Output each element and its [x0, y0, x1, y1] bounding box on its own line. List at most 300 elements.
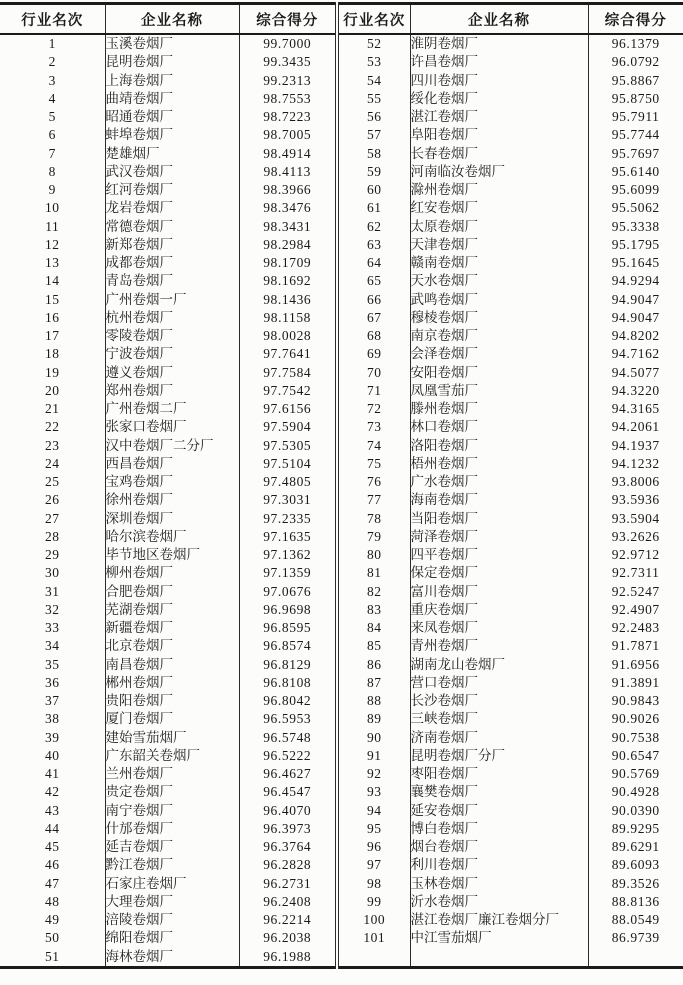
score-cell: 89.3526 — [611, 875, 660, 891]
score-cell — [588, 948, 683, 968]
score-cell: 96.8574 — [239, 637, 337, 655]
table-row — [0, 254, 683, 272]
name-cell: 湛江卷烟厂 — [410, 108, 588, 126]
rank-cell: 62 — [337, 218, 410, 236]
name-cell: 梧州卷烟厂 — [410, 455, 588, 473]
rank-cell: 12 — [0, 236, 105, 254]
name-cell: 杭州卷烟厂 — [105, 309, 239, 327]
rank-cell: 83 — [337, 601, 410, 619]
name-cell: 长沙卷烟厂 — [410, 692, 588, 710]
rank-cell: 32 — [0, 601, 105, 619]
name-cell: 天津卷烟厂 — [410, 236, 588, 254]
score-cell: 90.5769 — [611, 766, 660, 781]
rank-cell: 45 — [0, 838, 105, 856]
table-row — [0, 528, 683, 546]
table-row — [0, 473, 683, 491]
name-cell: 三峡卷烟厂 — [410, 710, 588, 728]
ranking-table — [0, 2, 683, 969]
name-cell: 阜阳卷烟厂 — [410, 126, 588, 144]
rank-cell: 50 — [0, 929, 105, 947]
name-cell: 新疆卷烟厂 — [105, 619, 239, 637]
score-cell: 97.5104 — [239, 455, 337, 473]
name-cell: 利川卷烟厂 — [410, 856, 588, 874]
name-cell: 汉中卷烟厂二分厂 — [105, 437, 239, 455]
score-cell: 97.1362 — [239, 546, 337, 564]
score-cell: 94.7162 — [611, 346, 660, 362]
name-cell: 上海卷烟厂 — [105, 72, 239, 90]
table-row — [0, 838, 683, 856]
name-cell — [410, 948, 588, 968]
rank-cell: 8 — [0, 163, 105, 181]
rank-cell: 52 — [337, 34, 410, 53]
score-cell: 98.4914 — [239, 145, 337, 163]
rank-cell: 78 — [337, 510, 410, 528]
rank-cell: 56 — [337, 108, 410, 126]
score-cell: 91.7871 — [611, 638, 660, 654]
score-cell: 96.8129 — [239, 656, 337, 674]
name-cell: 昭通卷烟厂 — [105, 108, 239, 126]
rank-cell: 48 — [0, 893, 105, 911]
table-row — [0, 911, 683, 929]
name-cell: 四平卷烟厂 — [410, 546, 588, 564]
score-cell: 98.7553 — [239, 90, 337, 108]
rank-cell: 92 — [337, 765, 410, 783]
name-cell: 太原卷烟厂 — [410, 218, 588, 236]
table-row — [0, 72, 683, 90]
rank-cell: 96 — [337, 838, 410, 856]
name-cell: 绵阳卷烟厂 — [105, 929, 239, 947]
table-row — [0, 546, 683, 564]
name-cell: 中江雪茄烟厂 — [410, 929, 588, 947]
rank-cell: 66 — [337, 291, 410, 309]
rank-cell: 25 — [0, 473, 105, 491]
score-cell: 96.3973 — [239, 820, 337, 838]
score-cell: 96.4070 — [239, 802, 337, 820]
score-cell: 95.8750 — [611, 90, 660, 106]
rank-cell: 33 — [0, 619, 105, 637]
rank-cell — [337, 948, 410, 968]
score-cell: 90.6547 — [611, 747, 660, 763]
score-cell: 97.6156 — [239, 400, 337, 418]
rank-cell: 5 — [0, 108, 105, 126]
table-row — [0, 126, 683, 144]
rank-cell: 42 — [0, 783, 105, 801]
name-cell: 四川卷烟厂 — [410, 72, 588, 90]
name-cell: 穆棱卷烟厂 — [410, 309, 588, 327]
rank-cell: 26 — [0, 491, 105, 509]
name-cell: 湖南龙山卷烟厂 — [410, 656, 588, 674]
name-cell: 当阳卷烟厂 — [410, 510, 588, 528]
score-cell: 99.2313 — [239, 72, 337, 90]
name-cell: 富川卷烟厂 — [410, 583, 588, 601]
score-cell: 97.5904 — [239, 418, 337, 436]
score-cell: 97.0676 — [239, 583, 337, 601]
score-cell: 96.9698 — [239, 601, 337, 619]
header-row — [0, 4, 683, 35]
score-cell: 90.9843 — [611, 693, 660, 708]
score-cell: 96.4627 — [239, 765, 337, 783]
rank-cell: 4 — [0, 90, 105, 108]
table-row — [0, 856, 683, 874]
name-cell: 延安卷烟厂 — [410, 802, 588, 820]
table-row — [0, 236, 683, 254]
score-cell: 97.1635 — [239, 528, 337, 546]
rank-cell: 46 — [0, 856, 105, 874]
table-row — [0, 948, 683, 968]
score-cell: 96.5953 — [239, 710, 337, 728]
name-cell: 沂水卷烟厂 — [410, 893, 588, 911]
score-cell: 93.2626 — [611, 528, 660, 544]
name-cell: 玉溪卷烟厂 — [105, 34, 239, 53]
rank-cell: 64 — [337, 254, 410, 272]
name-cell: 张家口卷烟厂 — [105, 418, 239, 436]
rank-cell: 31 — [0, 583, 105, 601]
score-cell: 94.8202 — [611, 328, 660, 343]
rank-cell: 82 — [337, 583, 410, 601]
score-cell: 92.2483 — [611, 620, 660, 635]
rank-cell: 89 — [337, 710, 410, 728]
score-cell: 96.8042 — [239, 692, 337, 710]
name-cell: 贵定卷烟厂 — [105, 783, 239, 801]
table-row — [0, 382, 683, 400]
score-cell: 97.7641 — [239, 345, 337, 363]
score-cell: 95.6140 — [611, 163, 660, 179]
name-cell: 天水卷烟厂 — [410, 272, 588, 290]
name-cell: 广水卷烟厂 — [410, 473, 588, 491]
score-cell: 96.1988 — [239, 948, 337, 968]
rank-cell: 35 — [0, 656, 105, 674]
name-cell: 襄樊卷烟厂 — [410, 783, 588, 801]
rank-cell: 44 — [0, 820, 105, 838]
rank-cell: 53 — [337, 53, 410, 71]
rank-cell: 99 — [337, 893, 410, 911]
score-cell: 97.7542 — [239, 382, 337, 400]
rank-cell: 65 — [337, 272, 410, 290]
score-cell: 94.1232 — [611, 455, 660, 471]
score-cell: 97.1359 — [239, 564, 337, 582]
rank-cell: 79 — [337, 528, 410, 546]
table-row — [0, 510, 683, 528]
rank-cell: 34 — [0, 637, 105, 655]
rank-cell: 6 — [0, 126, 105, 144]
rank-cell: 47 — [0, 875, 105, 893]
rank-cell: 57 — [337, 126, 410, 144]
rank-cell: 54 — [337, 72, 410, 90]
name-cell: 宁波卷烟厂 — [105, 345, 239, 363]
rank-cell: 14 — [0, 272, 105, 290]
table-row — [0, 364, 683, 382]
score-cell: 95.8867 — [611, 72, 660, 88]
score-cell: 98.1436 — [239, 291, 337, 309]
score-cell: 94.3220 — [611, 382, 660, 398]
table-row — [0, 491, 683, 509]
rank-cell: 24 — [0, 455, 105, 473]
name-cell: 安阳卷烟厂 — [410, 364, 588, 382]
name-cell: 会泽卷烟厂 — [410, 345, 588, 363]
table-row — [0, 455, 683, 473]
score-cell: 98.3966 — [239, 181, 337, 199]
score-cell: 96.8108 — [239, 674, 337, 692]
rank-cell: 100 — [337, 911, 410, 929]
table-row — [0, 820, 683, 838]
score-cell: 98.7223 — [239, 108, 337, 126]
rank-cell: 60 — [337, 181, 410, 199]
rank-cell: 61 — [337, 199, 410, 217]
table-row — [0, 619, 683, 637]
name-cell: 新郑卷烟厂 — [105, 236, 239, 254]
score-cell: 98.1692 — [239, 272, 337, 290]
name-cell: 昆明卷烟厂分厂 — [410, 747, 588, 765]
rank-cell: 76 — [337, 473, 410, 491]
name-cell: 涪陵卷烟厂 — [105, 911, 239, 929]
score-cell: 98.0028 — [239, 327, 337, 345]
score-cell: 96.8595 — [239, 619, 337, 637]
rank-cell: 68 — [337, 327, 410, 345]
name-cell: 常德卷烟厂 — [105, 218, 239, 236]
header-score-right: 综合得分 — [588, 4, 683, 35]
header-score-left: 综合得分 — [239, 4, 337, 35]
score-cell: 94.5077 — [611, 364, 660, 380]
score-cell: 97.7584 — [239, 364, 337, 382]
name-cell: 成都卷烟厂 — [105, 254, 239, 272]
table-row — [0, 108, 683, 126]
table-row — [0, 272, 683, 290]
name-cell: 厦门卷烟厂 — [105, 710, 239, 728]
score-cell: 89.6291 — [611, 839, 660, 854]
rank-cell: 18 — [0, 345, 105, 363]
rank-cell: 55 — [337, 90, 410, 108]
score-cell: 95.6099 — [611, 182, 660, 197]
score-cell: 90.7538 — [611, 729, 660, 745]
name-cell: 郑州卷烟厂 — [105, 382, 239, 400]
table-row — [0, 327, 683, 345]
name-cell: 什邡卷烟厂 — [105, 820, 239, 838]
score-cell: 94.9047 — [611, 291, 660, 307]
name-cell: 毕节地区卷烟厂 — [105, 546, 239, 564]
rank-cell: 41 — [0, 765, 105, 783]
table-row — [0, 674, 683, 692]
rank-cell: 67 — [337, 309, 410, 327]
name-cell: 济南卷烟厂 — [410, 729, 588, 747]
name-cell: 西昌卷烟厂 — [105, 455, 239, 473]
name-cell: 柳州卷烟厂 — [105, 564, 239, 582]
table-row — [0, 601, 683, 619]
rank-cell: 98 — [337, 875, 410, 893]
rank-cell: 10 — [0, 199, 105, 217]
table-row — [0, 400, 683, 418]
name-cell: 贵阳卷烟厂 — [105, 692, 239, 710]
score-cell: 88.0549 — [611, 912, 660, 927]
table-row — [0, 875, 683, 893]
score-cell: 99.3435 — [239, 53, 337, 71]
rank-cell: 22 — [0, 418, 105, 436]
name-cell: 北京卷烟厂 — [105, 637, 239, 655]
score-cell: 94.9047 — [611, 309, 660, 325]
score-cell: 96.2828 — [239, 856, 337, 874]
name-cell: 合肥卷烟厂 — [105, 583, 239, 601]
name-cell: 菏泽卷烟厂 — [410, 528, 588, 546]
name-cell: 博白卷烟厂 — [410, 820, 588, 838]
table-row — [0, 710, 683, 728]
rank-cell: 97 — [337, 856, 410, 874]
rank-cell: 72 — [337, 400, 410, 418]
header-rank-left: 行业名次 — [0, 4, 105, 35]
score-cell: 96.5748 — [239, 729, 337, 747]
name-cell: 林口卷烟厂 — [410, 418, 588, 436]
header-name-left: 企业名称 — [105, 4, 239, 35]
table-row — [0, 418, 683, 436]
rank-cell: 49 — [0, 911, 105, 929]
name-cell: 洛阳卷烟厂 — [410, 437, 588, 455]
rank-cell: 85 — [337, 637, 410, 655]
rank-cell: 94 — [337, 802, 410, 820]
name-cell: 遵义卷烟厂 — [105, 364, 239, 382]
name-cell: 南宁卷烟厂 — [105, 802, 239, 820]
header-name-right: 企业名称 — [410, 4, 588, 35]
rank-cell: 77 — [337, 491, 410, 509]
table-row — [0, 199, 683, 217]
rank-cell: 74 — [337, 437, 410, 455]
name-cell: 湛江卷烟厂廉江卷烟分厂 — [410, 911, 588, 929]
rank-cell: 17 — [0, 327, 105, 345]
score-cell: 98.1158 — [239, 309, 337, 327]
table-row — [0, 181, 683, 199]
name-cell: 滕州卷烟厂 — [410, 400, 588, 418]
rank-cell: 71 — [337, 382, 410, 400]
score-cell: 99.7000 — [239, 34, 337, 53]
score-cell: 90.9026 — [611, 711, 660, 727]
rank-cell: 21 — [0, 400, 105, 418]
rank-cell: 95 — [337, 820, 410, 838]
rank-cell: 39 — [0, 729, 105, 747]
rank-cell: 63 — [337, 236, 410, 254]
name-cell: 营口卷烟厂 — [410, 674, 588, 692]
name-cell: 武汉卷烟厂 — [105, 163, 239, 181]
rank-cell: 88 — [337, 692, 410, 710]
name-cell: 滁州卷烟厂 — [410, 181, 588, 199]
rank-cell: 70 — [337, 364, 410, 382]
name-cell: 宝鸡卷烟厂 — [105, 473, 239, 491]
score-cell: 98.3476 — [239, 199, 337, 217]
score-cell: 94.9294 — [611, 273, 660, 289]
table-row — [0, 729, 683, 747]
name-cell: 广州卷烟一厂 — [105, 291, 239, 309]
name-cell: 红安卷烟厂 — [410, 199, 588, 217]
table-row — [0, 747, 683, 765]
rank-cell: 80 — [337, 546, 410, 564]
score-cell: 95.1795 — [611, 236, 660, 252]
score-cell: 97.5305 — [239, 437, 337, 455]
table-row — [0, 145, 683, 163]
name-cell: 大理卷烟厂 — [105, 893, 239, 911]
rank-cell: 19 — [0, 364, 105, 382]
name-cell: 淮阴卷烟厂 — [410, 34, 588, 53]
table-row — [0, 437, 683, 455]
name-cell: 建始雪茄烟厂 — [105, 729, 239, 747]
table-row — [0, 218, 683, 236]
rank-cell: 84 — [337, 619, 410, 637]
name-cell: 烟台卷烟厂 — [410, 838, 588, 856]
score-cell: 90.0390 — [611, 802, 660, 818]
score-cell: 97.4805 — [239, 473, 337, 491]
score-cell: 96.3764 — [239, 838, 337, 856]
rank-cell: 58 — [337, 145, 410, 163]
score-cell: 96.2731 — [239, 875, 337, 893]
name-cell: 红河卷烟厂 — [105, 181, 239, 199]
score-cell: 98.1709 — [239, 254, 337, 272]
score-cell: 94.1937 — [611, 437, 660, 453]
score-cell: 98.2984 — [239, 236, 337, 254]
name-cell: 重庆卷烟厂 — [410, 601, 588, 619]
name-cell: 深圳卷烟厂 — [105, 510, 239, 528]
score-cell: 93.8006 — [611, 474, 660, 489]
name-cell: 青州卷烟厂 — [410, 637, 588, 655]
rank-cell: 51 — [0, 948, 105, 968]
score-cell: 95.7744 — [611, 127, 660, 143]
name-cell: 许昌卷烟厂 — [410, 53, 588, 71]
score-cell: 96.0792 — [611, 54, 660, 70]
name-cell: 延吉卷烟厂 — [105, 838, 239, 856]
score-cell: 94.2061 — [611, 419, 660, 435]
rank-cell: 73 — [337, 418, 410, 436]
rank-cell: 38 — [0, 710, 105, 728]
score-cell: 86.9739 — [611, 930, 660, 946]
table-row — [0, 291, 683, 309]
name-cell: 昆明卷烟厂 — [105, 53, 239, 71]
name-cell: 广州卷烟二厂 — [105, 400, 239, 418]
table-row — [0, 163, 683, 181]
name-cell: 凤凰雪茄厂 — [410, 382, 588, 400]
score-cell: 90.4928 — [611, 784, 660, 800]
name-cell: 保定卷烟厂 — [410, 564, 588, 582]
table-row — [0, 929, 683, 947]
score-cell: 91.6956 — [611, 656, 660, 672]
table-row — [0, 345, 683, 363]
table-row — [0, 583, 683, 601]
rank-cell: 28 — [0, 528, 105, 546]
rank-cell: 27 — [0, 510, 105, 528]
rank-cell: 23 — [0, 437, 105, 455]
score-cell: 98.4113 — [239, 163, 337, 181]
name-cell: 玉林卷烟厂 — [410, 875, 588, 893]
name-cell: 黔江卷烟厂 — [105, 856, 239, 874]
rank-cell: 69 — [337, 345, 410, 363]
rank-cell: 87 — [337, 674, 410, 692]
score-cell: 97.2335 — [239, 510, 337, 528]
score-cell: 93.5936 — [611, 492, 660, 508]
table-row — [0, 53, 683, 71]
rank-cell: 93 — [337, 783, 410, 801]
table-row — [0, 637, 683, 655]
score-cell: 89.9295 — [611, 820, 660, 836]
table-row — [0, 90, 683, 108]
name-cell: 芜湖卷烟厂 — [105, 601, 239, 619]
name-cell: 兰州卷烟厂 — [105, 765, 239, 783]
rank-cell: 7 — [0, 145, 105, 163]
table-row — [0, 309, 683, 327]
score-cell: 96.2038 — [239, 929, 337, 947]
table-row — [0, 765, 683, 783]
rank-cell: 20 — [0, 382, 105, 400]
score-cell: 95.5062 — [611, 200, 660, 216]
rank-cell: 91 — [337, 747, 410, 765]
score-cell: 95.1645 — [611, 255, 660, 270]
table-row — [0, 34, 683, 53]
rank-cell: 13 — [0, 254, 105, 272]
score-cell: 92.9712 — [611, 547, 660, 562]
name-cell: 海林卷烟厂 — [105, 948, 239, 968]
name-cell: 绥化卷烟厂 — [410, 90, 588, 108]
